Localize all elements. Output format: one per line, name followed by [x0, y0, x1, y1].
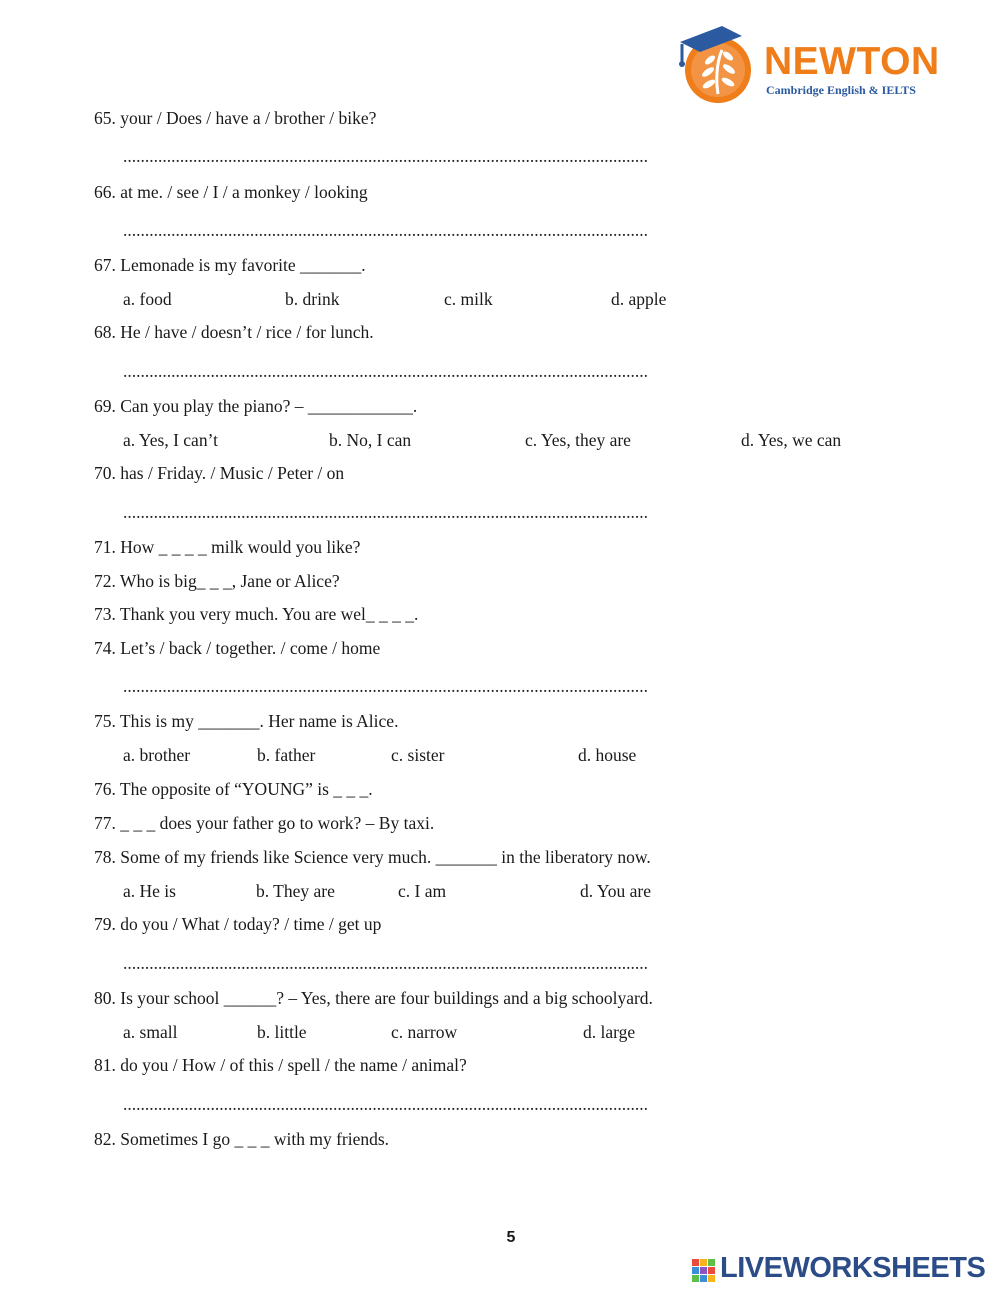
option-78-d[interactable]: d. You are: [580, 881, 651, 901]
question-75: 75. This is my _______. Her name is Alice.: [94, 711, 399, 731]
option-67-d[interactable]: d. apple: [611, 289, 667, 309]
question-69: 69. Can you play the piano? – ____________.: [94, 396, 418, 416]
question-70: 70. has / Friday. / Music / Peter / on: [94, 463, 345, 483]
option-69-d[interactable]: d. Yes, we can: [741, 430, 842, 450]
option-75-d[interactable]: d. house: [578, 745, 637, 765]
question-74: 74. Let’s / back / together. / come / home: [94, 638, 381, 658]
option-69-c[interactable]: c. Yes, they are: [525, 430, 631, 450]
question-65: 65. your / Does / have a / brother / bike?: [94, 108, 377, 128]
option-80-b[interactable]: b. little: [257, 1022, 307, 1042]
liveworksheets-wordmark: LIVEWORKSHEETS: [720, 1252, 986, 1284]
question-73[interactable]: 73. Thank you very much. You are wel_ _ _ _.: [94, 604, 419, 624]
question-81: 81. do you / How / of this / spell / the name / animal?: [94, 1055, 467, 1075]
newton-emblem-icon: [672, 22, 764, 108]
question-79: 79. do you / What / today? / time / get up: [94, 914, 382, 934]
option-80-d[interactable]: d. large: [583, 1022, 636, 1042]
liveworksheets-logo-icon: [692, 1259, 716, 1283]
answer-line-81[interactable]: ........................................................................................................................: [123, 1094, 648, 1114]
option-67-a[interactable]: a. food: [123, 289, 172, 309]
answer-line-70[interactable]: ........................................................................................................................: [123, 502, 648, 522]
question-76[interactable]: 76. The opposite of “YOUNG” is _ _ _.: [94, 779, 373, 799]
question-78: 78. Some of my friends like Science very much. _______ in the liberatory now.: [94, 847, 651, 867]
option-78-c[interactable]: c. I am: [398, 881, 447, 901]
option-78-a[interactable]: a. He is: [123, 881, 176, 901]
option-69-a[interactable]: a. Yes, I can’t: [123, 430, 218, 450]
answer-line-74[interactable]: ........................................................................................................................: [123, 676, 648, 696]
question-68: 68. He / have / doesn’t / rice / for lunch.: [94, 322, 374, 342]
option-75-a[interactable]: a. brother: [123, 745, 191, 765]
option-67-c[interactable]: c. milk: [444, 289, 493, 309]
option-78-b[interactable]: b. They are: [256, 881, 335, 901]
option-75-c[interactable]: c. sister: [391, 745, 445, 765]
question-71[interactable]: 71. How _ _ _ _ milk would you like?: [94, 537, 361, 557]
question-66: 66. at me. / see / I / a monkey / looking: [94, 182, 368, 202]
logo-subtitle: Cambridge English & IELTS: [766, 83, 916, 97]
option-69-b[interactable]: b. No, I can: [329, 430, 412, 450]
answer-line-65[interactable]: ........................................................................................................................: [123, 146, 648, 166]
question-72[interactable]: 72. Who is big_ _ _, Jane or Alice?: [94, 571, 340, 591]
option-80-c[interactable]: c. narrow: [391, 1022, 458, 1042]
option-67-b[interactable]: b. drink: [285, 289, 340, 309]
question-80: 80. Is your school ______? – Yes, there are four buildings and a big schoolyard.: [94, 988, 653, 1008]
answer-line-68[interactable]: ........................................................................................................................: [123, 361, 648, 381]
question-67: 67. Lemonade is my favorite _______.: [94, 255, 366, 275]
option-75-b[interactable]: b. father: [257, 745, 316, 765]
answer-line-66[interactable]: ........................................................................................................................: [123, 220, 648, 240]
question-82[interactable]: 82. Sometimes I go _ _ _ with my friends.: [94, 1129, 390, 1149]
page-number: 5: [506, 1229, 516, 1246]
answer-line-79[interactable]: ........................................................................................................................: [123, 953, 648, 973]
question-77[interactable]: 77. _ _ _ does your father go to work? – By taxi.: [94, 813, 435, 833]
logo-wordmark: NEWTON: [764, 40, 940, 83]
newton-logo: [672, 22, 942, 108]
option-80-a[interactable]: a. small: [123, 1022, 178, 1042]
